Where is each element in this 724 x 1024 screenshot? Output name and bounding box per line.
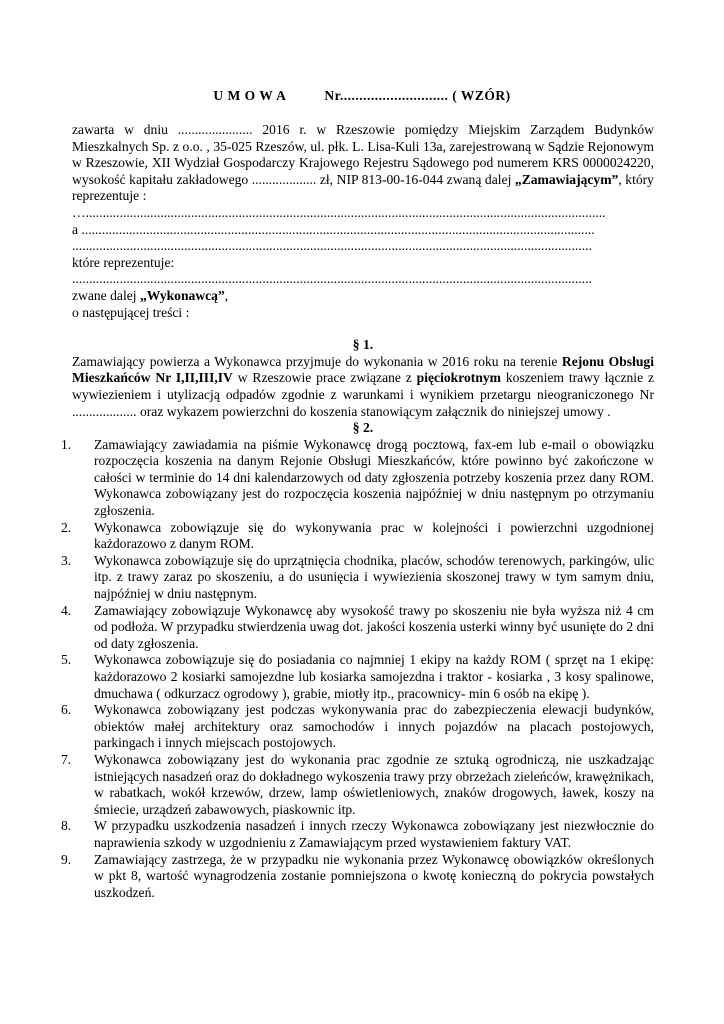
item-number: 8. bbox=[61, 818, 72, 834]
item-number: 1. bbox=[61, 436, 72, 452]
item-text: Wykonawca zobowiązuje się do uprzątnięcia chodnika, placów, schodów terenowych, parkingów, ulic itp. z trawy zaraz po skoszeniu, a do usunięcia i wywiezienia skoszonej trawy w tym samym dniu, najpóźniej w dniu następnym. bbox=[94, 552, 654, 602]
dots-line-3: ......................................................................................................................................................... bbox=[72, 238, 592, 254]
intro-zamawiajacy: „Zamawiającym” bbox=[514, 171, 619, 187]
item-text: Zamawiający zastrzega, że w przypadku nie wykonania przez Wykonawcę obowiązków określonych w pkt 8, wartość wynagrodzenia zostanie pomniejszona o kwotę konieczną do pokrycia powstałych uszkodzeń. bbox=[94, 851, 654, 900]
section-1-heading: § 1. bbox=[352, 337, 374, 353]
document-title bbox=[0, 88, 724, 104]
contractor-name: „Wykonawcą” bbox=[139, 287, 225, 303]
content-intro: o następującej treści : bbox=[72, 304, 190, 320]
intro-text-end: , który reprezentuje : bbox=[72, 171, 654, 204]
item-text: W przypadku uszkodzenia nasadzeń i innych rzeczy Wykonawca zobowiązany jest niezwłocznie do naprawienia szkody w uzgodnieniu z Zamawiającym przed wystawieniem faktury VAT. bbox=[94, 818, 654, 850]
document-body bbox=[61, 122, 655, 901]
section-1-text bbox=[72, 354, 654, 420]
list-item bbox=[61, 851, 654, 902]
item-number: 9. bbox=[61, 851, 72, 867]
item-text: Wykonawca zobowiązuje się do posiadania co najmniej 1 ekipy na każdy ROM ( sprzęt na 1 ekipę: każdorazowo 2 kosiarki samojezdne lub kosiarka samojezdna i traktor - kosiarka , 3 kosy spalinowe, dmuchawa ( odkurzacz ogrodowy ), grabie, miotły itp., pracownicy- min 6 osób na ekipę ). bbox=[94, 652, 654, 701]
list-item bbox=[61, 552, 654, 603]
list-item bbox=[61, 602, 654, 653]
item-text: Zamawiający zobowiązuje Wykonawcę aby wysokość trawy po skoszeniu nie była wyższa niż 4 cm od podłoża. W przypadku stwierdzenia uwag dot. jakości koszenia usterki winny być usunięte do 2 dni od daty zgłoszenia. bbox=[94, 602, 654, 651]
title-number: Nr............................ ( WZÓR) bbox=[324, 88, 511, 103]
intro-paragraph bbox=[72, 122, 654, 205]
item-number: 3. bbox=[61, 552, 72, 568]
intro-text: zawarta w dniu ...................... 2016 r. w Rzeszowie pomiędzy Miejskim Zarządem Budynków Mieszkalnych Sp. z o.o. , 35-025 Rzeszów, ul. płk. L. Lisa-Kuli 13a, zarejestrowaną w Sądzie Rejonowym w Rzeszowie, XII Wydział Gospodarczy Krajowego Rejestru Sądowego pod numerem KRS 0000024220, wysokość kapitału zakładowego ................... zł, NIP 813-00-16-044 zwaną dalej bbox=[72, 122, 654, 187]
contractor-line bbox=[72, 288, 654, 305]
s1-bold-rom: Rejonu Obsługi Mieszkańców Nr I,II,III,IV bbox=[72, 353, 655, 386]
s1-text-c: koszeniem trawy łącznie z wywiezieniem i utylizacją odpadów zgodnie z warunkami i wynikiem przetargu nieograniczonego Nr ................... oraz wykazem powierzchni do koszenia stanowiącym załącznik do niniejszej umowy . bbox=[72, 370, 654, 419]
dots-line-1: …......................................................................................................................................................... bbox=[72, 204, 606, 220]
item-text: Wykonawca zobowiązany jest do wykonania prac zgodnie ze sztuką ogrodniczą, nie uszkadzając istniejących nasadzeń oraz do dokładnego wykoszenia trawy przy obrzeżach zieleńców, krawężnikach, w rabatkach, wokół krzewów, drzew, lamp oświetleniowych, znaków drogowych, ławek, koszy na śmiecie, urządzeń zabawowych, piaskownic itp. bbox=[94, 751, 654, 817]
section-2-list bbox=[61, 436, 654, 902]
dots-line-2: a ....................................................................................................................................................... bbox=[72, 221, 595, 237]
s1-bold-count: pięciokrotnym bbox=[416, 370, 502, 386]
item-text: Wykonawca zobowiązuje się do wykonywania prac w kolejności i powierzchni uzgodnionej każdorazowo z danym ROM. bbox=[94, 519, 654, 552]
list-item bbox=[61, 652, 654, 702]
s1-text-b: w Rzeszowie prace związane z bbox=[232, 370, 417, 386]
list-item bbox=[61, 702, 654, 752]
item-number: 6. bbox=[61, 702, 72, 718]
contractor-comma: , bbox=[224, 287, 229, 303]
item-text: Wykonawca zobowiązany jest podczas wykonywania prac do zabezpieczenia elewacji budynków, obiektów małej architektury oraz samochodów i innych pojazdów na placach postojowych, parkingach i innych miejscach postojowych. bbox=[94, 702, 654, 751]
item-number: 4. bbox=[61, 602, 72, 618]
list-item bbox=[61, 818, 654, 851]
list-item bbox=[61, 436, 654, 520]
list-item bbox=[61, 751, 654, 818]
title-word: U M O W A bbox=[213, 88, 287, 103]
contractor-text: zwane dalej bbox=[72, 287, 140, 303]
s1-text-a: Zamawiający powierza a Wykonawca przyjmuje do wykonania w 2016 roku na terenie bbox=[72, 353, 562, 369]
section-2-heading: § 2. bbox=[352, 420, 374, 436]
item-text: Zamawiający zawiadamia na piśmie Wykonawcę drogą pocztową, fax-em lub e-mail o obowiązku rozpoczęcia koszenia na danym Rejonie Obsługi Mieszkańców, które powinno być zakończone w całości w terminie do 14 dni kalendarzowych od daty zgłoszenia potrzeby koszenia przez dany ROM. Wykonawca zobowiązany jest do rozpoczęcia koszenia najpóźniej w dniu następnym po otrzymaniu zgłoszenia. bbox=[94, 436, 654, 519]
list-item bbox=[61, 519, 654, 553]
item-number: 5. bbox=[61, 652, 72, 668]
representation-label: które reprezentuje: bbox=[72, 254, 175, 270]
dots-line-4: ......................................................................................................................................................... bbox=[72, 271, 592, 287]
item-number: 7. bbox=[61, 751, 72, 767]
item-number: 2. bbox=[61, 519, 72, 535]
